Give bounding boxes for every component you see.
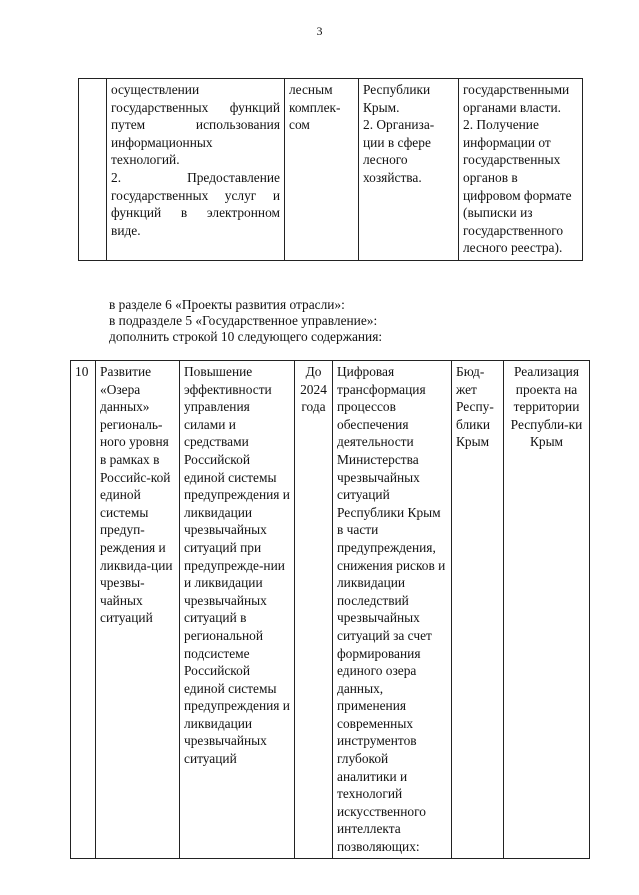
table-cell: лесным комплек-сом [285, 79, 359, 261]
table-row [79, 79, 583, 261]
table-cell: Республики Крым. 2. Организа-ции в сфере лесного хозяйства. [359, 79, 459, 261]
table-cell: Повышение эффективности управления силами и средствами Российской единой системы предупреждения и ликвидации чрезвычайных ситуаций при предупрежде-нии и ликвидации чрезвычайных ситуаций в региональной подсистеме Российской единой системы предупреждения и ликвидации чрезвычайных ситуаций [180, 361, 295, 859]
table-cell [79, 79, 107, 261]
table-cell: Бюд-жет Респу-блики Крым [452, 361, 504, 859]
continuation-table [78, 78, 583, 261]
table-cell: 10 [71, 361, 96, 859]
instruction-line: в подразделе 5 «Государственное управление»: [109, 313, 378, 328]
table-cell: осуществлении государственных функций путем использования информационных технологий. 2. Предоставление государственных услуг и функций в электронном виде. [107, 79, 285, 261]
new-row-table [70, 360, 590, 859]
table-cell: Цифровая трансформация процессов обеспечения деятельности Министерства чрезвычайных ситуаций Республики Крым в части предупреждения, снижения рисков и ликвидации последствий чрезвычайных ситуаций за счет формирования единого озера данных, применения современных инструментов глубокой аналитики и технологий искусственного интеллекта позволяющих: [333, 361, 452, 859]
table-cell: До 2024 года [295, 361, 333, 859]
amendment-instructions [109, 297, 382, 345]
instruction-line: дополнить строкой 10 следующего содержания: [109, 329, 383, 344]
table-cell: Развитие «Озера данных» региональ-ного уровня в рамках в Российс-кой единой системы предуп-реждения и ликвида-ции чрезвы-чайных ситуаций [96, 361, 180, 859]
table-cell: государственными органами власти. 2. Получение информации от государственных органов в цифровом формате (выписки из государственного лесного реестра). [459, 79, 583, 261]
instruction-line: в разделе 6 «Проекты развития отрасли»: [109, 297, 345, 312]
table-row [71, 361, 590, 859]
page-number: 3 [316, 24, 323, 38]
table-cell: Реализация проекта на территории Республи-ки Крым [504, 361, 590, 859]
